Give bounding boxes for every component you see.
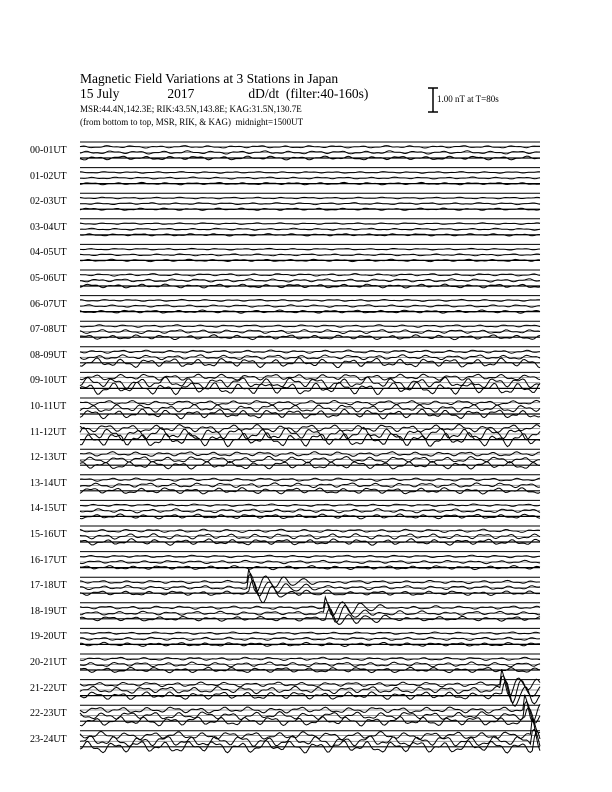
row-label: 01-02UT bbox=[30, 170, 67, 182]
row-label: 08-09UT bbox=[30, 349, 67, 361]
row-label: 09-10UT bbox=[30, 375, 67, 387]
trace-kag bbox=[80, 325, 540, 327]
trace-kag bbox=[80, 172, 540, 174]
row-label: 07-08UT bbox=[30, 324, 67, 336]
row-label: 20-21UT bbox=[30, 657, 67, 668]
row-label: 13-14UT bbox=[30, 477, 67, 489]
scale-bar-label: 1.00 nT at T=80s bbox=[437, 94, 499, 104]
row-label: 14-15UT bbox=[30, 503, 67, 515]
chart-title: Magnetic Field Variations at 3 Stations in Japan bbox=[80, 71, 339, 86]
trace-kag bbox=[80, 299, 540, 301]
row-label: 03-04UT bbox=[30, 221, 67, 233]
filter-label: (filter:40-160s) bbox=[285, 86, 369, 101]
row-label: 10-11UT bbox=[30, 401, 67, 412]
row-label: 12-13UT bbox=[30, 452, 67, 464]
row-label: 21-22UT bbox=[30, 682, 67, 694]
row-label: 18-19UT bbox=[30, 605, 67, 617]
row-label: 16-17UT bbox=[30, 554, 67, 566]
row-label: 04-05UT bbox=[30, 247, 67, 259]
trace-kag bbox=[80, 197, 540, 199]
trace-msr bbox=[80, 208, 540, 210]
row-label: 05-06UT bbox=[30, 273, 67, 284]
trace-msr bbox=[80, 182, 540, 184]
midnight-label: midnight=1500UT bbox=[235, 117, 304, 127]
row-label: 17-18UT bbox=[30, 580, 67, 592]
row-label: 22-23UT bbox=[30, 708, 67, 720]
quantity-label: dD/dt bbox=[248, 86, 280, 101]
row-label: 06-07UT bbox=[30, 298, 67, 310]
row-label: 00-01UT bbox=[30, 145, 67, 156]
trace-kag bbox=[80, 223, 540, 225]
row-label: 02-03UT bbox=[30, 196, 67, 208]
order-label: (from bottom to top, MSR, RIK, & KAG) bbox=[80, 117, 232, 127]
row-label: 15-16UT bbox=[30, 529, 67, 540]
trace-rik bbox=[80, 203, 540, 205]
station-coordinates: MSR:44.4N,142.3E; RIK:43.5N,143.8E; KAG:31.5N,130.7E bbox=[80, 104, 302, 114]
trace-msr bbox=[80, 707, 540, 733]
row-label: 11-12UT bbox=[30, 426, 67, 438]
row-label: 23-24UT bbox=[30, 733, 67, 745]
row-label: 19-20UT bbox=[30, 631, 67, 643]
trace-msr bbox=[80, 608, 540, 624]
date-day: 15 July bbox=[80, 86, 120, 101]
date-year: 2017 bbox=[167, 86, 195, 101]
